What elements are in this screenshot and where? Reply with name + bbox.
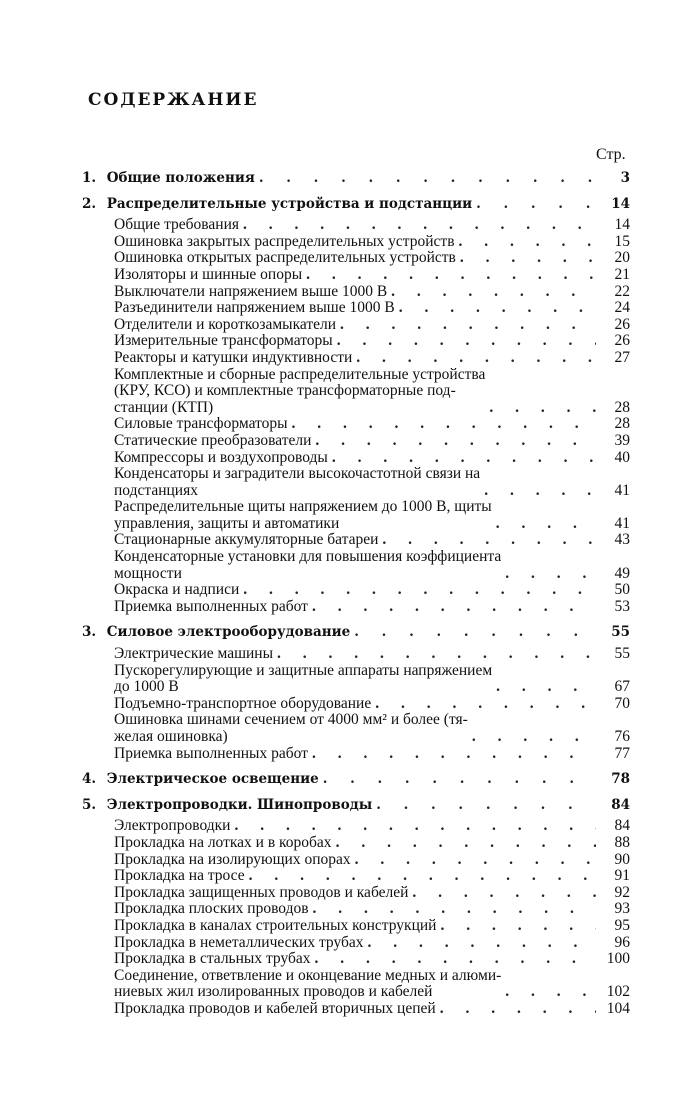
toc-entry-title: Прокладка плоских проводов: [114, 900, 309, 918]
toc-entry-title: Конденсаторные установки для повышения коэффициента мощности: [114, 548, 502, 582]
toc-entry-title: Статические преобразователи: [114, 431, 312, 449]
toc-chapter-number: 3.: [82, 624, 97, 641]
toc-chapter-number: 2.: [82, 195, 97, 212]
toc-dot-leader: [332, 450, 596, 467]
toc-dot-leader: [376, 797, 596, 814]
toc-page-number: 95: [614, 916, 630, 934]
toc-page-number: 26: [614, 332, 630, 350]
toc-entry-title: Разъединители напряжением выше 1000 В: [114, 299, 395, 317]
toc-dot-leader: [337, 333, 596, 350]
toc-chapter-title: [82, 771, 319, 788]
toc-dot-leader: [440, 1001, 596, 1018]
toc-dot-leader: [243, 582, 596, 599]
toc-page-number: 14: [611, 195, 630, 212]
toc-entry-row: [82, 1001, 630, 1018]
toc-dot-leader: [323, 771, 596, 788]
page-title: СОДЕРЖАНИЕ: [88, 90, 259, 110]
toc-entry-title: Приемка выполненных работ: [114, 597, 308, 615]
toc-chapter-title-text: Силовое электрооборудование: [106, 624, 351, 641]
toc-chapter-row: [82, 797, 630, 814]
toc-entry-row: [82, 582, 630, 599]
toc-dot-leader: [375, 696, 596, 713]
toc-dot-leader: [459, 234, 596, 251]
toc-dot-leader: [399, 300, 596, 317]
toc-dot-leader: [505, 566, 596, 583]
toc-page-number: 90: [614, 850, 630, 868]
page-column-label: Стр.: [596, 146, 626, 163]
toc-dot-leader: [312, 599, 596, 616]
toc-page-number: 96: [614, 933, 630, 951]
toc-entry-title: Общие требования: [114, 216, 240, 234]
toc-dot-leader: [440, 918, 596, 935]
toc-dot-leader: [354, 624, 596, 641]
toc-entry-title: Компрессоры и воздухопроводы: [114, 448, 328, 466]
toc-entry-row: [82, 317, 630, 334]
toc-entry-row: [82, 852, 630, 869]
toc-entry-title: Прокладка на тросе: [114, 867, 245, 885]
toc-dot-leader: [355, 852, 596, 869]
toc-chapter-title-text: Распределительные устройства и подстанции: [106, 195, 473, 212]
toc-page-number: 53: [614, 597, 630, 615]
toc-page-number: 50: [614, 581, 630, 599]
toc-chapter-title: [82, 797, 372, 814]
toc-page-number: 84: [614, 817, 630, 835]
toc-entry-row: [82, 217, 630, 234]
toc-page-number: 55: [614, 645, 630, 663]
toc-dot-leader: [234, 818, 596, 835]
toc-entry-title: Прокладка на лотках и в коробах: [114, 833, 332, 851]
table-of-contents: [82, 170, 630, 1018]
toc-entry-title: Реакторы и катушки индуктивности: [114, 348, 353, 366]
toc-page-number: 92: [614, 883, 630, 901]
toc-page-number: 28: [614, 398, 630, 416]
toc-page-number: 49: [614, 564, 630, 582]
toc-entry-title: Силовые трансформаторы: [114, 415, 288, 433]
toc-entry-row: [82, 646, 630, 663]
toc-entry-row: [82, 284, 630, 301]
toc-dot-leader: [292, 416, 596, 433]
toc-page-number: 67: [614, 678, 630, 696]
toc-page-number: 39: [614, 431, 630, 449]
toc-entry-row: [82, 918, 630, 935]
toc-dot-leader: [306, 267, 596, 284]
toc-entry-row: [82, 367, 630, 417]
toc-page-number: 20: [614, 249, 630, 267]
toc-entry-row: [82, 549, 630, 582]
toc-page-number: 55: [611, 624, 630, 641]
toc-entry-row: [82, 868, 630, 885]
toc-entry-title: Отделители и короткозамыкатели: [114, 315, 337, 333]
toc-entry-title: Прокладка в неметаллических трубах: [114, 933, 364, 951]
toc-entry-row: [82, 935, 630, 952]
toc-dot-leader: [472, 729, 596, 746]
toc-entry-row: [82, 300, 630, 317]
toc-dot-leader: [460, 250, 596, 267]
toc-page-number: 100: [606, 950, 630, 968]
toc-entry-title: Изоляторы и шинные опоры: [114, 265, 303, 283]
toc-page-number: 43: [614, 531, 630, 549]
toc-page-number: 84: [611, 796, 630, 813]
toc-entry-row: [82, 532, 630, 549]
toc-entry-title: Электрические машины: [114, 645, 274, 663]
toc-entry-row: [82, 712, 630, 745]
toc-entry-title: Прокладка в каналах строительных конструкций: [114, 916, 437, 934]
toc-entry-row: [82, 416, 630, 433]
toc-entry-title: Распределительные щиты напряжением до 1000 В, щиты управления, защиты и автоматики: [114, 498, 492, 532]
toc-entry-title: Пускорегулирующие и защитные аппараты напряжением до 1000 В: [114, 661, 493, 696]
toc-entry-row: [82, 663, 630, 696]
toc-chapter-title-text: Электропроводки. Шинопроводы: [106, 796, 373, 813]
toc-dot-leader: [313, 901, 596, 918]
toc-chapter-title-text: Общие положения: [106, 170, 255, 186]
toc-entry-row: [82, 250, 630, 267]
toc-entry-row: [82, 450, 630, 467]
toc-page-number: 22: [614, 282, 630, 300]
toc-entry-row: [82, 696, 630, 713]
toc-entry-title: Приемка выполненных работ: [114, 744, 308, 762]
toc-dot-leader: [249, 868, 596, 885]
toc-entry-row: [82, 968, 630, 1001]
toc-entry-row: [82, 234, 630, 251]
toc-entry-title: Прокладка на изолирующих опорах: [114, 850, 351, 868]
toc-dot-leader: [315, 433, 596, 450]
toc-page-number: 3: [620, 170, 630, 186]
toc-entry-row: [82, 835, 630, 852]
toc-chapter-row: [82, 196, 630, 213]
toc-page-number: 78: [611, 771, 630, 788]
toc-entry-title: Ошиновка закрытых распределительных устройств: [114, 232, 455, 250]
toc-entry-title: Измерительные трансформаторы: [114, 332, 333, 350]
toc-entry-title: Стационарные аккумуляторные батареи: [114, 531, 379, 549]
toc-dot-leader: [277, 646, 596, 663]
toc-dot-leader: [505, 984, 596, 1001]
toc-entry-title: Подъемно-транспортное оборудование: [114, 694, 372, 712]
toc-dot-leader: [356, 350, 596, 367]
toc-chapter-row: [82, 771, 630, 788]
toc-page-number: 21: [614, 265, 630, 283]
toc-entry-title: Электропроводки: [114, 817, 231, 835]
toc-entry-title: Прокладка проводов и кабелей вторичных цепей: [114, 999, 436, 1017]
toc-page-number: 26: [614, 315, 630, 333]
toc-page-number: 41: [614, 514, 630, 532]
toc-entry-row: [82, 267, 630, 284]
toc-page-number: 28: [614, 415, 630, 433]
toc-chapter-row: [82, 170, 630, 187]
toc-entry-title: Соединение, ответвление и оконцевание медных и алюми- ниевых жил изолированных проводов и кабелей: [114, 966, 502, 1001]
toc-page-number: 14: [614, 216, 630, 234]
toc-dot-leader: [259, 170, 596, 187]
toc-page-number: 40: [614, 448, 630, 466]
toc-dot-leader: [243, 217, 596, 234]
toc-entry-title: Комплектные и сборные распределительные устройства (КРУ, КСО) и комплектные трансформаторные под- станции (КТП): [114, 365, 486, 416]
toc-dot-leader: [489, 400, 596, 417]
toc-dot-leader: [336, 835, 596, 852]
toc-entry-row: [82, 433, 630, 450]
toc-entry-title: Конденсаторы и заградители высокочастотной связи на подстанциях: [114, 465, 481, 499]
toc-chapter-title-text: Электрическое освещение: [106, 771, 319, 788]
toc-dot-leader: [476, 196, 596, 213]
toc-entry-title: Окраска и надписи: [114, 581, 240, 599]
toc-entry-title: Выключатели напряжением выше 1000 В: [114, 282, 388, 300]
toc-dot-leader: [312, 746, 596, 763]
toc-page-number: 93: [614, 900, 630, 918]
toc-entry-title: Прокладка защищенных проводов и кабелей: [114, 883, 409, 901]
toc-page-number: 76: [614, 728, 630, 745]
toc-dot-leader: [496, 679, 596, 696]
toc-page-number: 77: [614, 744, 630, 762]
toc-entry-title: Ошиновка шинами сечением от 4000 мм² и более (тя- желая ошиновка): [114, 711, 468, 745]
toc-entry-row: [82, 333, 630, 350]
toc-dot-leader: [412, 885, 596, 902]
toc-entry-row: [82, 885, 630, 902]
toc-page-number: 41: [614, 481, 630, 499]
toc-page-number: 15: [614, 232, 630, 250]
toc-dot-leader: [496, 516, 596, 533]
toc-entry-row: [82, 350, 630, 367]
toc-page-number: 24: [614, 299, 630, 317]
toc-dot-leader: [484, 483, 596, 500]
toc-entry-row: [82, 818, 630, 835]
toc-chapter-title: [82, 196, 472, 213]
toc-chapter-title: [82, 624, 350, 641]
toc-dot-leader: [340, 317, 596, 334]
toc-dot-leader: [391, 284, 596, 301]
toc-entry-row: [82, 466, 630, 499]
toc-page-number: 70: [614, 694, 630, 712]
toc-chapter-number: 4.: [82, 771, 97, 788]
toc-entry-title: Прокладка в стальных трубах: [114, 950, 311, 968]
toc-entry-row: [82, 599, 630, 616]
toc-page-number: 104: [606, 999, 630, 1017]
toc-chapter-number: 5.: [82, 796, 97, 813]
toc-page-number: 27: [614, 348, 630, 366]
toc-dot-leader: [315, 951, 596, 968]
toc-page-number: 88: [614, 833, 630, 851]
toc-entry-row: [82, 901, 630, 918]
toc-page-number: 91: [614, 867, 630, 885]
toc-chapter-number: 1.: [82, 170, 97, 186]
toc-dot-leader: [368, 935, 596, 952]
toc-entry-row: [82, 746, 630, 763]
toc-page-number: 102: [606, 983, 630, 1001]
toc-entry-row: [82, 499, 630, 532]
toc-dot-leader: [382, 532, 596, 549]
toc-entry-title: Ошиновка открытых распределительных устройств: [114, 249, 456, 267]
toc-chapter-row: [82, 624, 630, 641]
toc-entry-row: [82, 951, 630, 968]
toc-chapter-title: [82, 170, 255, 187]
